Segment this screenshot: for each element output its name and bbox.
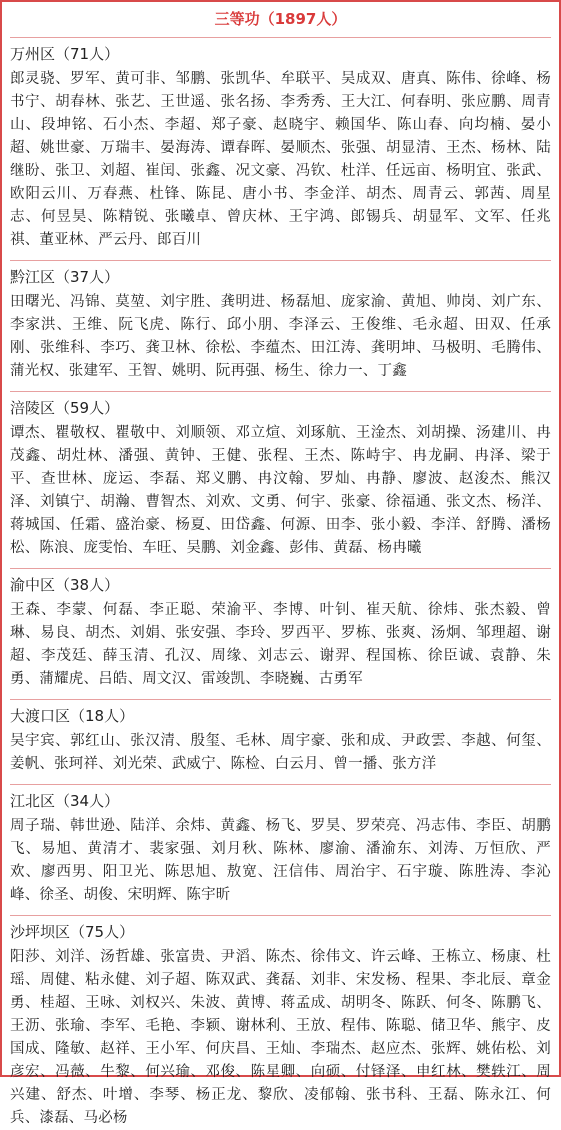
section-divider	[10, 915, 551, 916]
page-title: 三等功（1897人）	[214, 10, 347, 28]
district-section-wanzhou	[10, 44, 551, 252]
section-header: 渝中区（38人）	[10, 576, 120, 594]
section-divider	[10, 784, 551, 785]
district-section-dadukou	[10, 706, 551, 776]
section-divider	[10, 260, 551, 261]
district-section-jiangbei	[10, 791, 551, 907]
section-divider	[10, 391, 551, 392]
section-names: 田曙光、冯锦、莫堃、刘宇胜、龚明进、杨磊旭、庞家渝、黄旭、帅岗、刘广东、李家洪、王维、阮飞虎、陈行、邱小朋、李泽云、王俊维、毛永超、田双、任承刚、张维科、李巧、龚卫林、徐松、李蕴杰、田江涛、龚明坤、马极明、毛腾伟、蒲光权、张建军、王智、姚明、阮再强、杨生、徐力一、丁鑫	[10, 294, 551, 379]
district-section-shapingba	[10, 922, 551, 1130]
section-names: 谭杰、瞿敬权、瞿敬中、刘顺领、邓立煊、刘琢航、王淦杰、刘胡操、汤建川、冉茂鑫、胡灶林、潘强、黄钟、王健、张程、王杰、陈峙宇、冉龙嗣、冉泽、梁于平、查世林、庞运、李磊、郑义鹏、冉汶翰、罗灿、冉静、廖波、赵浚杰、熊汉泽、刘镇宁、胡瀚、曹智杰、刘欢、文勇、何宇、张豪、徐福通、张文杰、杨洋、蒋城国、任霜、盛治豪、杨夏、田岱鑫、何源、田李、张小毅、李洋、舒腾、潘杨松、陈浪、庞雯怡、车旺、吴鹏、刘金鑫、彭伟、黄磊、杨冉曦	[10, 425, 551, 556]
section-header: 沙坪坝区（75人）	[10, 923, 135, 941]
section-header: 涪陵区（59人）	[10, 399, 120, 417]
section-names: 吴宇宾、郭红山、张汉清、殷玺、毛林、周宇豪、张和成、尹政雲、李越、何玺、姜帆、张珂祥、刘光荣、武威宁、陈检、白云月、曾一播、张方洋	[10, 733, 551, 772]
section-header: 黔江区（37人）	[10, 268, 120, 286]
title-divider	[10, 37, 551, 38]
section-names: 郎灵骁、罗军、黄可非、邹鹏、张凯华、牟联平、吴成双、唐真、陈伟、徐峰、杨书宁、胡春林、张艺、王世遥、张名扬、李秀秀、王大江、何春明、张应鹏、周青山、段坤铭、石小杰、李超、郑子豪、赵晓宇、赖国华、陈山春、向均楠、晏小超、姚世豪、万瑞丰、晏海涛、谭春晖、晏顺杰、张强、胡显清、王杰、杨林、陆继盼、张卫、刘超、崔闰、张鑫、况文豪、冯钦、杜洋、任远亩、杨明宜、张武、欧阳云川、万春燕、杜锋、陈昆、唐小书、李金洋、胡杰、周青云、郭茜、周星志、何昱昊、陈精锐、张曦卓、曾庆林、王宇鸿、郎锡兵、胡显军、文军、任兆祺、董亚林、严云丹、郎百川	[10, 71, 551, 248]
section-divider	[10, 568, 551, 569]
section-header: 大渡口区（18人）	[10, 707, 135, 725]
section-names: 王森、李蒙、何磊、李正聪、荣渝平、李博、叶钊、崔天航、徐炜、张杰毅、曾琳、易良、胡杰、刘娟、张安强、李玲、罗西平、罗栋、张爽、汤炯、邹理超、谢超、李茂廷、薛玉清、孔汉、周缘、刘志云、谢羿、程国栋、徐臣诚、袁静、朱勇、蒲耀虎、吕皓、周文汉、雷竣凯、李晓巍、古勇军	[10, 602, 551, 687]
section-header: 江北区（34人）	[10, 792, 120, 810]
district-section-fuling	[10, 398, 551, 560]
district-section-yuzhong	[10, 575, 551, 691]
district-section-qianjiang	[10, 267, 551, 383]
section-header: 万州区（71人）	[10, 45, 120, 63]
section-divider	[10, 699, 551, 700]
section-names: 阳莎、刘洋、汤哲雄、张富贵、尹滔、陈杰、徐伟文、许云峰、王栋立、杨康、杜瑶、周健、粘永健、刘子超、陈双武、龚磊、刘非、宋发杨、程果、李北辰、章金勇、桂超、王咏、刘权兴、朱波、黄博、蒋孟成、胡明冬、陈跃、何冬、陈鹏飞、王沥、张瑜、李军、毛艳、李颖、谢林利、王放、程伟、陈聪、储卫华、熊宇、皮国成、隆敏、赵祥、王小军、何庆昌、王灿、李瑞杰、赵应杰、张辉、姚佑松、刘彦宏、冯薇、牛黎、何兴瑜、邓俊、陈星卿、向硕、付铎泽、申红林、樊轶江、周兴建、舒杰、叶增、李琴、杨正龙、黎欣、凌郁翰、张书科、王磊、陈永江、何兵、漆磊、马必杨	[10, 949, 551, 1126]
section-names: 周子瑞、韩世逊、陆洋、余炜、黄鑫、杨飞、罗昊、罗荣亮、冯志伟、李臣、胡鹏飞、易旭、黄清才、裴家强、刘月秋、陈林、廖渝、潘渝东、刘涛、万恒欣、严欢、廖西男、阳卫光、陈思旭、敖宽、汪信伟、周治宇、石宇璇、陈胜涛、李沁峰、徐圣、胡俊、宋明辉、陈宇昕	[10, 818, 551, 903]
